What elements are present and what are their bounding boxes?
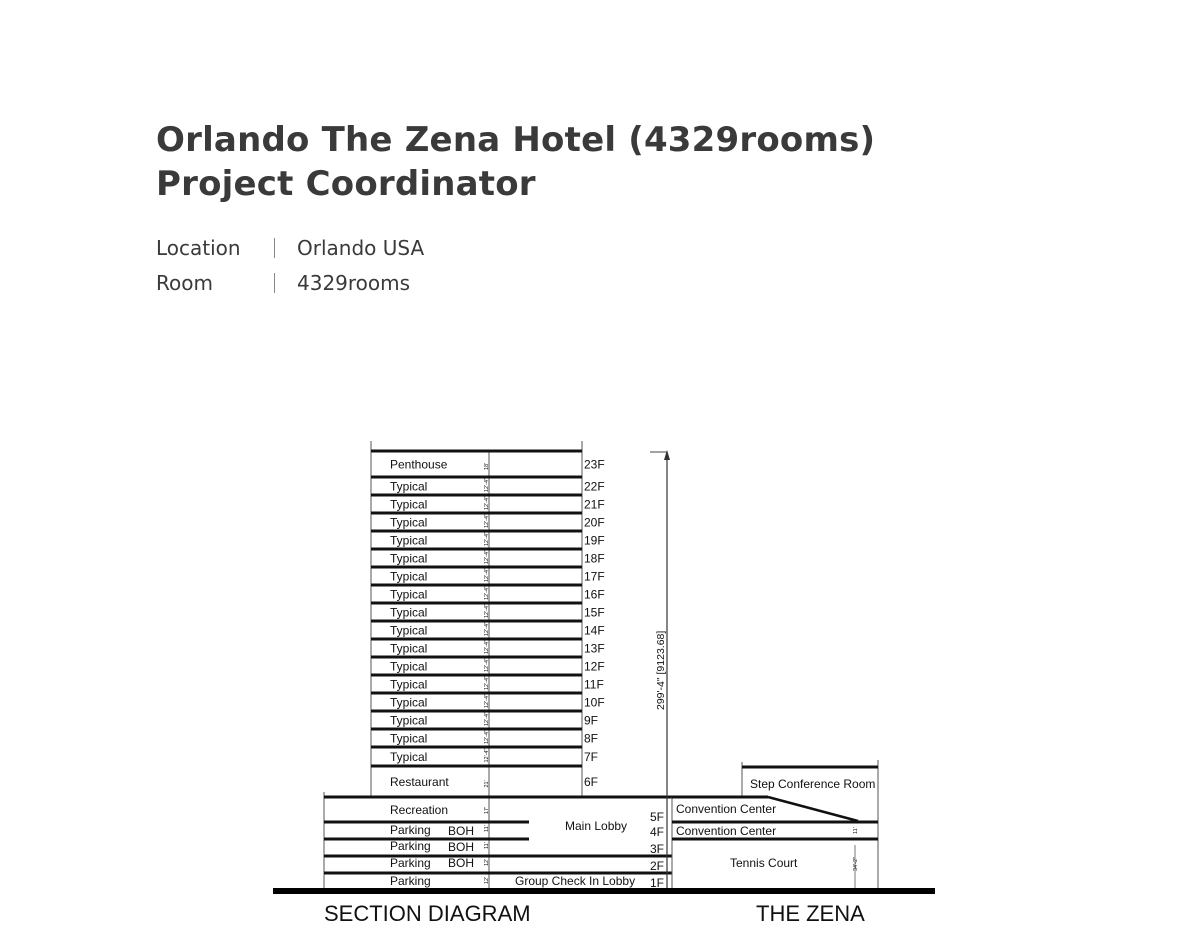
floor-height-label: 12'-4" [484,603,490,618]
floor-name-label: Typical [390,479,428,494]
podium-level-label: 3F [650,842,665,856]
floor-level-label: 22F [584,479,605,494]
floor-height-label: 12'-4" [484,675,490,690]
main-lobby-label: Main Lobby [565,819,628,833]
boh-label: BOH [448,840,475,854]
floor-name-label: Typical [390,750,428,764]
floor-height-label: 12'-4" [484,639,490,654]
parking-label: Parking [390,839,431,853]
floor-height-label: 12'-4" [484,621,490,636]
floor-height-label: 12' [484,858,490,866]
floor-name-label: Typical [390,695,428,710]
annex-height-label: 34'-2" [853,856,859,871]
floor-name-label: Typical [390,533,428,548]
podium-level-label: 4F [650,825,665,839]
floor-level-label: 9F [584,713,599,728]
floor-level-label: 13F [584,641,605,656]
parking-label: Parking [390,856,431,870]
floor-height-label: 21' [484,780,490,788]
convention-center-label: Convention Center [676,802,777,816]
parking-label: Parking [390,874,431,888]
tennis-court-label: Tennis Court [730,856,798,870]
tower-section [371,441,605,797]
floor-height-label: 12'-4" [484,567,490,582]
boh-label: BOH [448,856,475,870]
section-diagram-caption: SECTION DIAGRAM [324,901,531,926]
floor-level-label: 10F [584,695,605,710]
floor-name-label: Typical [390,677,428,692]
floor-level-label: 23F [584,457,605,472]
floor-level-label: 19F [584,533,605,548]
floor-level-label: 14F [584,623,605,638]
floor-height-label: 12'-4" [484,748,490,763]
project-title-line2: Project Coordinator [156,164,536,204]
annex-section [672,760,878,889]
parking-label: Parking [390,823,431,837]
floor-height-label: 11' [484,842,490,849]
floor-name-label: Typical [390,515,428,530]
floor-height-label: 12'-4" [484,513,490,528]
floor-level-label: 20F [584,515,605,530]
step-conference-room-label: Step Conference Room [750,777,876,791]
annex-height-label: 11' [853,827,859,834]
floor-height-label: 17' [484,806,490,814]
floor-height-label: 12'-4" [484,729,490,744]
floor-height-label: 12'-4" [484,657,490,672]
project-title-line1: Orlando The Zena Hotel (4329rooms) [156,120,876,160]
podium-level-label: 1F [650,876,665,890]
floor-level-label: 16F [584,587,605,602]
floor-name-label: Typical [390,713,428,728]
floor-height-label: 12'-4" [484,693,490,708]
floor-height-label: 12'-4" [484,495,490,510]
floor-level-label: 11F [584,677,604,692]
floor-height-label: 12'-4" [484,477,490,492]
floor-level-label: 12F [584,659,605,674]
floor-level-label: 18F [584,551,605,566]
convention-center-label: Convention Center [676,824,777,838]
floor-name-label: Typical [390,623,428,638]
floor-height-label: 12' [484,876,490,884]
info-value-location: Orlando USA [297,235,425,260]
floor-name-label: Typical [390,641,428,656]
floor-level-label: 7F [584,750,599,764]
floor-height-label: 11' [484,825,490,832]
podium-section [324,792,672,890]
floor-name-label: Penthouse [390,457,448,472]
info-label-room: Room [156,270,213,295]
info-label-location: Location [156,235,241,260]
floor-height-label: 12'-4" [484,711,490,726]
floor-height-label: 12'-4" [484,549,490,564]
boh-label: BOH [448,824,475,838]
floor-level-label: 6F [584,775,599,789]
floor-name-label: Typical [390,497,428,512]
floor-height-label: 18' [484,462,490,470]
podium-level-label: 5F [650,810,665,824]
floor-height-label: 12'-4" [484,531,490,546]
floor-name-label: Restaurant [390,775,449,789]
building-name-caption: THE ZENA [756,901,865,926]
height-dimension-label: 299'-4" [9123.68] [655,630,667,710]
floor-name-label: Typical [390,605,428,620]
floor-name-label: Typical [390,587,428,602]
group-check-in-lobby-label: Group Check In Lobby [515,874,636,888]
info-value-room: 4329rooms [297,270,411,295]
floor-name-label: Typical [390,551,428,566]
recreation-label: Recreation [390,803,449,817]
floor-name-label: Typical [390,569,428,584]
floor-name-label: Typical [390,731,428,746]
floor-height-label: 12'-4" [484,585,490,600]
podium-level-label: 2F [650,859,665,873]
floor-level-label: 21F [584,497,605,512]
floor-level-label: 15F [584,605,605,620]
floor-level-label: 17F [584,569,605,584]
floor-level-label: 8F [584,731,599,746]
floor-name-label: Typical [390,659,428,674]
stepped-roof-line [768,797,858,821]
